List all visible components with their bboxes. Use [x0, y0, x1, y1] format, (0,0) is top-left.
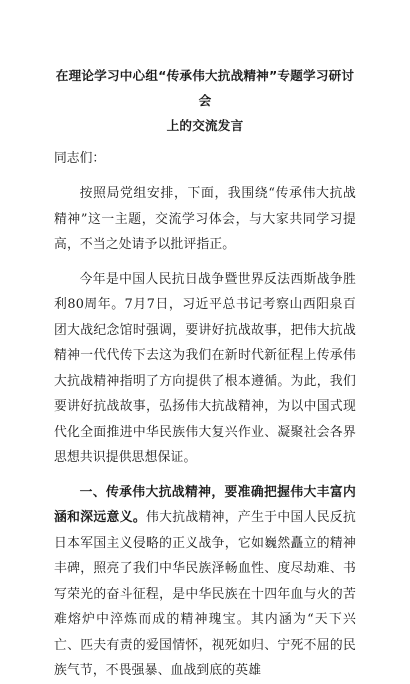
- salutation: 同志们：: [54, 151, 106, 166]
- paragraph: 今年是中国人民抗日战争暨世界反法西斯战争胜利80周年。7月7日，习近平总书记考察山西阳泉百团大战纪念馆时强调，要讲好抗战故事，把伟大抗战精神一代代传下去这为我们在新时代新征程上传承伟大抗战精神指明了方向提供了根本遵循。为此，我们要讲好抗战故事，弘扬伟大抗战精神，为以中国式现代化全面推进中华民族伟大复兴作业、凝聚社会各界思想共识提供思想保证。: [54, 271, 356, 465]
- section-paragraph: [54, 480, 356, 684]
- document-body: [54, 181, 356, 684]
- title-line-1: 在理论学习中心组“传承伟大抗战精神”专题学习研讨会: [55, 68, 355, 108]
- title-line-2: 上的交流发言: [166, 118, 244, 133]
- section-heading: 一、传承伟大抗战精神，要准确把握伟大丰富内涵和深远意义。: [54, 484, 356, 525]
- document-title: [54, 63, 356, 138]
- section-text: 伟大抗战精神，产生于中国人民反抗日本军国主义侵略的正义战争，它如巍然矗立的精神丰碑，照亮了我们中华民族泽畅血性、度尽劫难、书写荣光的奋斗征程，是中华民族在十四年血与火的苦难熔炉中淬炼而成的精神瑰宝。其内涵为“天下兴亡、匹夫有责的爱国情怀，视死如归、宁死不屈的民族气节，不畏强暴、血战到底的英雄: [54, 510, 356, 678]
- paragraph: 按照局党组安排，下面，我围绕“传承伟大抗战精神”这一主题，交流学习体会，与大家共同学习提高，不当之处请予以批评指正。: [54, 186, 356, 252]
